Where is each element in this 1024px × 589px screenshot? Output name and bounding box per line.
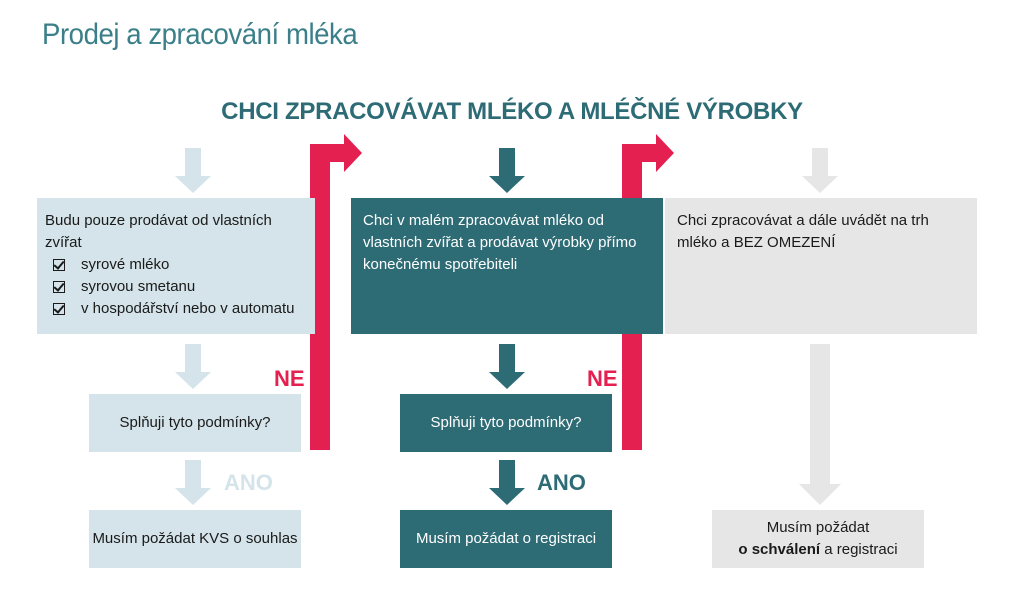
result-left (89, 510, 301, 568)
result-middle-text: Musím požádat o registraci (415, 530, 597, 547)
option-middle-text: Chci v malém zpracovávat mléko od vlastních zvířat a prodávat výrobky přímo konečnému spotřebiteli (363, 212, 637, 273)
checklist-item-label: syrové mléko (81, 256, 170, 273)
result-left-text: Musím požádat KVS o souhlas (92, 530, 298, 547)
option-box-sell-own (37, 198, 315, 334)
yes-label-middle: ANO (537, 470, 586, 495)
option-right-text: Chci zpracovávat a dále uvádět na trh mléko a BEZ OMEZENÍ (677, 212, 929, 251)
checklist-item (45, 254, 307, 276)
question-middle-text: Splňuji tyto podmínky? (430, 414, 582, 431)
result-right-rest: a registraci (820, 541, 898, 558)
result-right-line2 (738, 539, 897, 561)
question-left-text: Splňuji tyto podmínky? (119, 414, 271, 431)
question-left (89, 394, 301, 452)
checklist-item (45, 298, 307, 320)
yes-label-left: ANO (224, 470, 273, 495)
checkbox-checked-icon (53, 281, 65, 293)
option-left-intro: Budu pouze prodávat od vlastních zvířat (45, 212, 272, 251)
no-label-middle: NE (587, 366, 618, 391)
result-right-bold: o schválení (738, 541, 821, 558)
diagram-heading: CHCI ZPRACOVÁVAT MLÉKO A MLÉČNÉ VÝROBKY (221, 98, 803, 125)
checkbox-checked-icon (53, 303, 65, 315)
checklist-item-label: v hospodářství nebo v automatu (81, 300, 295, 317)
arrow-down-col2-top (489, 148, 525, 193)
page-title: Prodej a zpracování mléka (42, 18, 358, 51)
checkbox-checked-icon (53, 259, 65, 271)
arrow-down-col3-top (802, 148, 838, 193)
option-box-small-processing (351, 198, 663, 334)
option-box-unlimited (665, 198, 977, 334)
arrow-down-col1-top (175, 148, 211, 193)
arrow-down-col2-bot (489, 460, 525, 505)
result-right-line1: Musím požádat (766, 519, 870, 536)
arrow-down-col2-mid (489, 344, 525, 389)
no-label-left: NE (274, 366, 305, 391)
arrow-down-col1-bot (175, 460, 211, 505)
arrow-down-col3-long (799, 344, 841, 505)
arrow-down-col1-mid (175, 344, 211, 389)
result-right (712, 510, 924, 568)
result-middle (400, 510, 612, 568)
checklist-item-label: syrovou smetanu (81, 278, 196, 295)
question-middle (400, 394, 612, 452)
checklist-item (45, 276, 307, 298)
